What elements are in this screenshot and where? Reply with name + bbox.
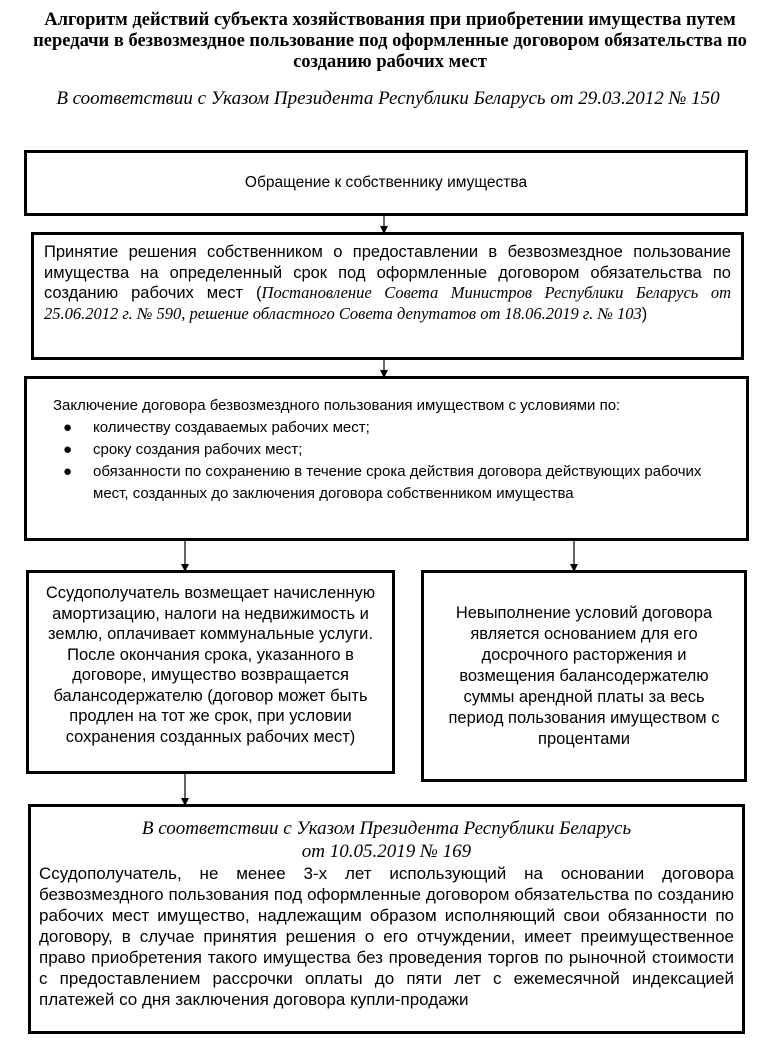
step-decision-text: Принятие решения собственником о предоставлении в безвозмездное пользование имущества на определенный срок под оформленные договором обязательства по созданию рабочих мест (: [44, 243, 731, 302]
step-appeal-text: Обращение к собственнику имущества: [244, 174, 528, 191]
step-borrower-obligations: [26, 570, 395, 774]
step-appeal-to-owner: [24, 150, 748, 216]
step-decision-close-paren: ): [641, 304, 648, 323]
contract-breach-text: Невыполнение условий договора является основанием для его досрочного расторжения и возмещения балансодержателю суммы арендной платы за весь период пользования имуществом с процентами: [448, 603, 720, 748]
list-item: ● сроку создания рабочих мест;: [63, 439, 734, 461]
diagram-subtitle: В соответствии с Указом Президента Республики Беларусь от 29.03.2012 № 150: [56, 88, 720, 109]
preemptive-body: Ссудополучатель, не менее 3-х лет использующий на основании договора безвозмездного пользования под оформленные договором обязательства по созданию рабочих мест имущество, надлежащим образом исполняющий свои обязанности по договору, в случае принятия решения о его отчуждении, имеет преимущественное право приобретения такого имущества без проведения торгов по рыночной стоимости с предоставлением рассрочки оплаты до пяти лет с ежемесячной индексацией платежей со дня заключения договора купли-продажи: [39, 864, 734, 1009]
contract-intro: Заключение договора безвозмездного пользования имуществом с условиями по:: [53, 397, 621, 414]
contract-conditions-list: [53, 417, 734, 505]
list-item: ● обязанности по сохранению в течение срока действия договора действующих рабочих мест, созданных до заключения договора собственником имущества: [63, 463, 702, 502]
step-owner-decision: [31, 232, 744, 360]
bullet-icon: ●: [63, 463, 73, 480]
step-preemptive-right: [28, 804, 745, 1034]
bullet-icon: ●: [63, 419, 73, 436]
preemptive-heading-line2: от 10.05.2019 № 169: [301, 840, 472, 862]
step-contract-conclusion: [24, 376, 749, 541]
step-decision-legal-refs: Постановление Совета Министров Республики Беларусь от 25.06.2012 г. № 590, решение областного Совета депутатов от 18.06.2019 г. № 103: [44, 283, 731, 323]
preemptive-heading-line1: В соответствии с Указом Президента Республики Беларусь: [141, 818, 632, 839]
step-contract-breach: [421, 570, 747, 782]
bullet-icon: ●: [63, 441, 73, 458]
diagram-title: Алгоритм действий субъекта хозяйствования при приобретении имущества путем передачи в безвозмездное пользование под оформленные договором обязательства по созданию рабочих мест: [33, 10, 747, 72]
list-item: ● количеству создаваемых рабочих мест;: [63, 417, 734, 439]
borrower-obligations-text: Ссудополучатель возмещает начисленную амортизацию, налоги на недвижимость и землю, оплачивает коммунальные услуги. После окончания срока, указанного в договоре, имущество возвращается балансодержателю (договор может быть продлен на тот же срок, при условии сохранения созданных рабочих мест): [45, 584, 376, 746]
